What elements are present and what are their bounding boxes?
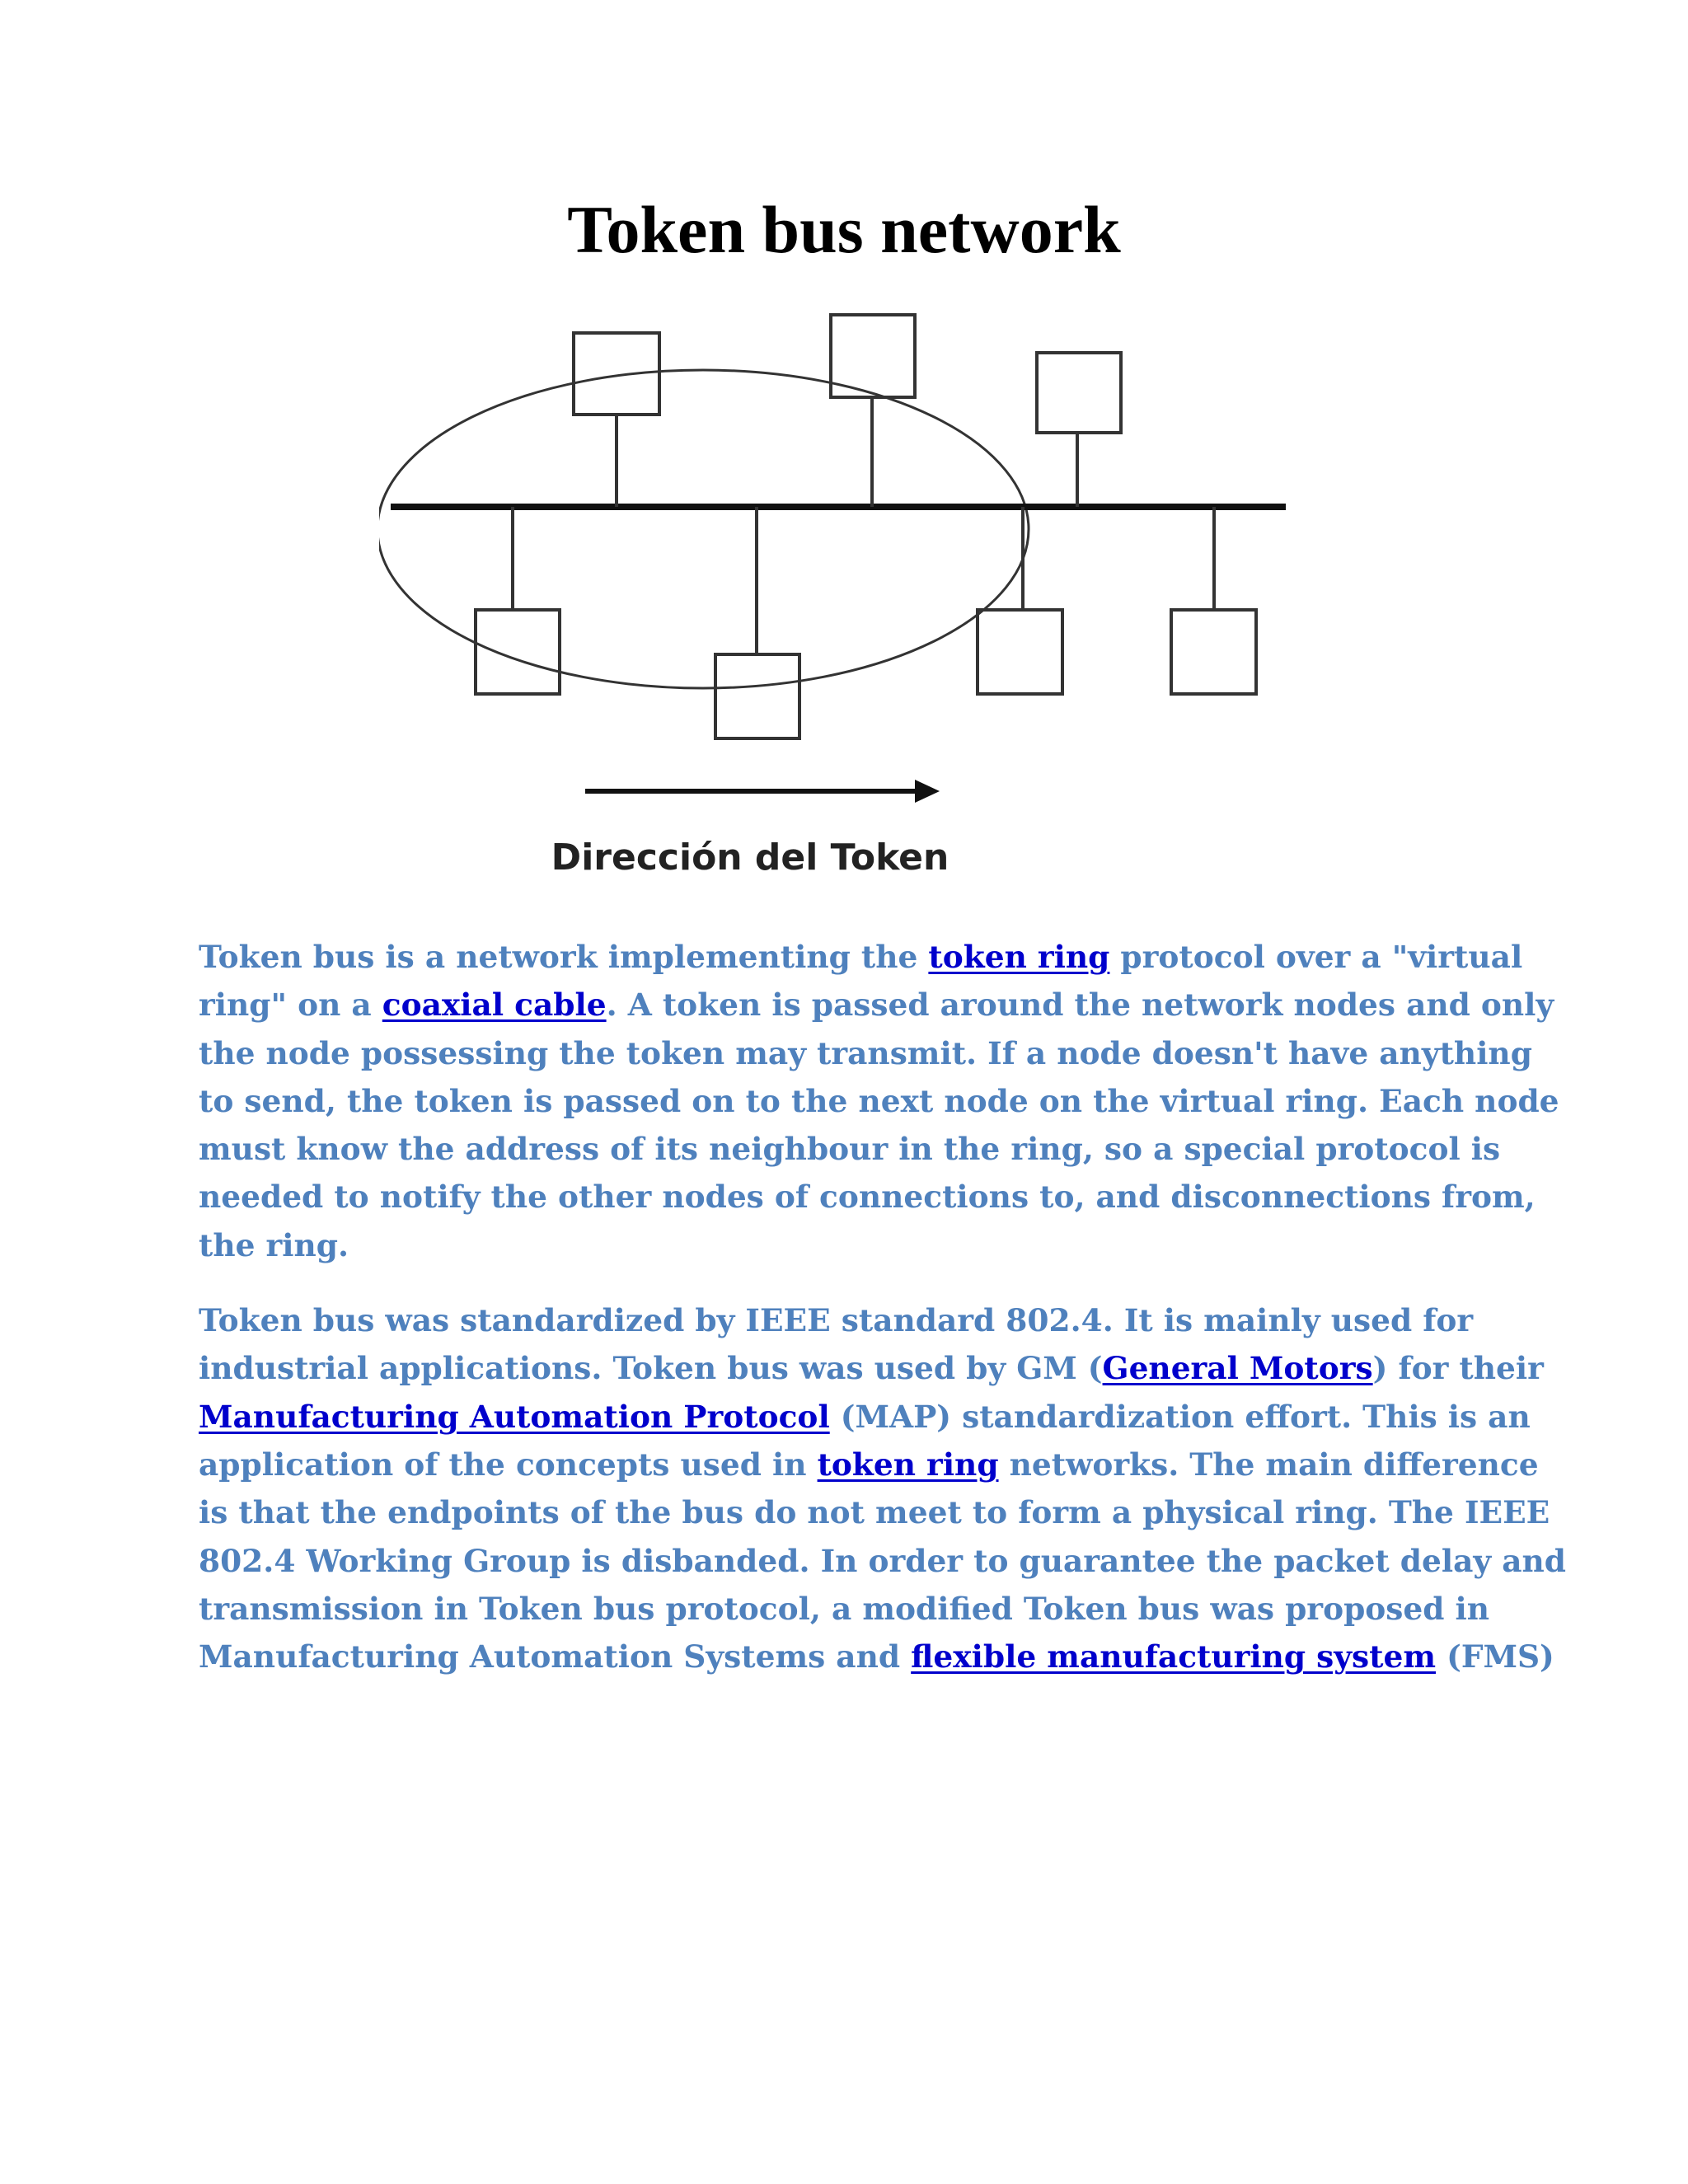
link-token-ring[interactable]: token ring bbox=[928, 939, 1110, 975]
network-node bbox=[1037, 353, 1121, 433]
network-node bbox=[1171, 610, 1256, 694]
text-segment: the node possessing the token may transmit. If a node doesn't have anything bbox=[199, 1034, 1532, 1071]
page-title: Token bus network bbox=[567, 192, 1121, 267]
text-segment: (FMS) bbox=[1436, 1638, 1554, 1675]
text-segment: Token bus is a network implementing the bbox=[199, 939, 929, 975]
diagram-caption: Dirección del Token bbox=[551, 837, 950, 879]
network-node bbox=[715, 654, 799, 738]
network-node bbox=[476, 610, 560, 694]
text-line bbox=[199, 1344, 1544, 1392]
text-segment: Token bus was standardized by IEEE standard 802.4. It is mainly used for bbox=[199, 1302, 1474, 1339]
text-segment: needed to notify the other nodes of connections to, and disconnections from, bbox=[199, 1179, 1536, 1216]
token-bus-diagram bbox=[379, 297, 1311, 907]
link-token-ring[interactable]: token ring bbox=[817, 1446, 999, 1483]
text-segment: the ring. bbox=[199, 1226, 349, 1263]
text-segment: must know the address of its neighbour in the ring, so a special protocol is bbox=[199, 1131, 1501, 1168]
network-node bbox=[978, 610, 1062, 694]
text-segment: industrial applications. Token bus was used by GM ( bbox=[199, 1350, 1103, 1387]
text-line bbox=[199, 981, 1554, 1029]
text-line bbox=[199, 1585, 1517, 1633]
text-segment: to send, the token is passed on to the next node on the virtual ring. Each node bbox=[199, 1082, 1559, 1119]
text-line bbox=[199, 1029, 1532, 1077]
text-line bbox=[199, 1173, 1536, 1221]
text-line bbox=[199, 1077, 1559, 1125]
paragraph bbox=[199, 933, 1559, 1269]
text-segment: (MAP) standardization effort. This is an bbox=[829, 1398, 1531, 1435]
text-line bbox=[199, 1441, 1539, 1488]
text-line bbox=[199, 1537, 1567, 1585]
text-segment: ) for their bbox=[1372, 1350, 1544, 1387]
text-segment: application of the concepts used in bbox=[199, 1446, 818, 1483]
text-segment: networks. The main difference bbox=[998, 1446, 1539, 1483]
article-body bbox=[199, 933, 1567, 1708]
text-line bbox=[199, 1221, 1517, 1269]
text-segment: . A token is passed around the network nodes and only bbox=[606, 987, 1554, 1024]
text-line bbox=[199, 1393, 1531, 1441]
link-coaxial-cable[interactable]: coaxial cable bbox=[382, 987, 607, 1024]
link-flexible-manufacturing-system[interactable]: flexible manufacturing system bbox=[911, 1638, 1437, 1675]
text-line bbox=[199, 1488, 1550, 1536]
text-line bbox=[199, 933, 1523, 981]
text-line bbox=[199, 1125, 1517, 1173]
text-line bbox=[199, 1633, 1554, 1680]
link-general-motors[interactable]: General Motors bbox=[1102, 1350, 1373, 1387]
text-segment: is that the endpoints of the bus do not meet to form a physical ring. The IEEE bbox=[199, 1494, 1550, 1531]
text-segment: 802.4 Working Group is disbanded. In order to guarantee the packet delay and bbox=[199, 1542, 1567, 1579]
network-node bbox=[574, 333, 659, 415]
text-segment: transmission in Token bus protocol, a modified Token bus was proposed in bbox=[199, 1590, 1490, 1627]
paragraph bbox=[199, 1296, 1567, 1680]
text-segment: ring" on a bbox=[199, 987, 382, 1024]
link-manufacturing-automation-protocol[interactable]: Manufacturing Automation Protocol bbox=[199, 1398, 830, 1435]
text-segment: protocol over a "virtual bbox=[1109, 939, 1523, 975]
text-line bbox=[199, 1296, 1517, 1344]
text-segment: Manufacturing Automation Systems and bbox=[199, 1638, 912, 1675]
arrow-head bbox=[915, 780, 940, 803]
